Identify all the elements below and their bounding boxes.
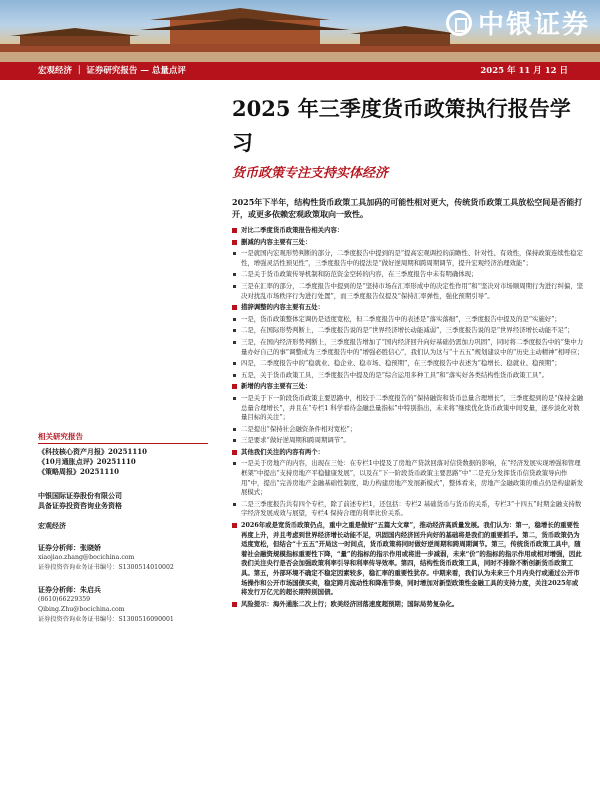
bullet-item: 二是，在国际形势判断上，二季度报告说的是“世界经济增长动能减弱”，三季度报告说的是“世界经济增长动能不足”； xyxy=(232,326,584,336)
related-report-item[interactable]: 《策略周报》20251110 xyxy=(38,467,119,476)
brand-logo xyxy=(446,4,590,41)
related-report-item[interactable]: 《10月通胀点评》20251110 xyxy=(38,457,136,466)
bullet-item: 一是就国内宏观形势判断的部分，二季度报告中提到的是“提高宏观调控的前瞻性、针对性、有效性，保持政策连续性稳定性，增强灵活性预见性”，三季度报告中的提法是“做好逆周期和跨周期调节，提升宏观经济治理效能”； xyxy=(232,249,584,268)
bullet-item: 五是，关于货币政策工具，三季度报告中提及的是“综合运用多种工具”和“落实好各类结构性货币政策工具”。 xyxy=(232,371,584,381)
bullet-item: 三是，在国内经济形势判断上，三季度报告增加了“国内经济回升向好基础仍需加力巩固”，同时将二季度报告中的“集中力量办好自己的事”调整成为三季度报告中的“增强必胜信心”，我们认为这与“十五五”规划建议中的“历史主动精神”相呼应； xyxy=(232,338,584,357)
report-subtitle: 货币政策专注支持实体经济 xyxy=(232,166,389,181)
bullet-item: 一是，货币政策整体定调仍是适度宽松，但二季度报告中的表述是“落实落细”，三季度报告中提及的是“实施好”； xyxy=(232,315,584,325)
sidebar xyxy=(38,432,208,625)
bullet-item: 三是在汇率的部分，二季度报告中提到的是“坚持市场在汇率形成中的决定性作用”和“坚决对市场顺周期行为进行纠偏，坚决对扰乱市场秩序行为进行处置”，而三季度报告仅提及“保持汇率弹性，强化预期引导”。 xyxy=(232,282,584,301)
bullet-item: 二是提出“保持社会融资条件相对宽松”； xyxy=(232,425,584,435)
category-bar xyxy=(0,62,600,80)
analyst-phone: (8610)66229359 xyxy=(38,596,91,603)
analyst-email[interactable]: xiaojiao.zhang@bocichina.com xyxy=(38,554,135,561)
analyst-name: 证券分析师：朱启兵 xyxy=(38,585,101,594)
report-category: 宏观经济 ｜ 证券研究报告 — 总量点评 xyxy=(38,66,186,76)
section-heading: 删减的内容主要有三处： xyxy=(232,238,584,248)
brand-logo-text: 中银证券 xyxy=(477,10,590,40)
report-title: 2025 年三季度货币政策执行报告学习 xyxy=(232,96,571,155)
report-date: 2025 年 11 月 12 日 xyxy=(480,66,568,76)
related-report-item[interactable]: 《科技核心资产月报》20251110 xyxy=(38,447,147,456)
analyst-email[interactable]: Qibing.Zhu@bocichina.com xyxy=(38,606,125,613)
report-intro: 2025年下半年，结构性货币政策工具加码的可能性相对更大，传统货币政策工具放松空间是否能打开，或更多依赖宏观政策取向一致性。 xyxy=(232,197,583,219)
header-banner-image xyxy=(0,0,600,62)
section-heading: 措辞调整的内容主要有五处： xyxy=(232,303,584,313)
department: 宏观经济 xyxy=(38,521,66,530)
bullet-item: 四是，二季度报告中的“稳就业、稳企业、稳市场、稳预期”，在三季度报告中表述为“稳增长、稳就业、稳预期”； xyxy=(232,359,584,369)
bullet-item: 二是关于货币政策传导机制和防范资金空转的内容，在三季度报告中未有明确体现； xyxy=(232,270,584,280)
analyst-name: 证券分析师：张晓娇 xyxy=(38,543,101,552)
bullet-item: 一是关于房地产的内容，出现在三处：在专栏1中提及了房地产贷款回落对信贷数据的影响，在“经济发展实现增强和管理框架”中提出“支持房地产平稳健康发展”，以及在“下一阶段货币政策主要思路”中“二是充分发挥货币信贷政策导向作用”中，提出“完善房地产金融基础性制度，助力构建房地产发展新模式”，整体看来，房地产金融政策的重点仍是构建新发展模式； xyxy=(232,459,584,497)
company-name: 中银国际证券股份有限公司 xyxy=(38,491,122,500)
section-heading: 风险提示：海外通胀二次上行；欧美经济回落速度超预期；国际局势复杂化。 xyxy=(232,600,584,610)
bullet-item: 一是关于下一阶段货币政策主要思路中，相较于二季度报告的“保持融资和货币总量合理增长”，三季度提到的是“保持金融总量合理增长”，并且在“专栏1 科学看待金融总量指标”中特别指出，未来将“继续优化货币政策中间变量，逐步淡化对数量目标的关注”； xyxy=(232,394,584,423)
bullet-item: 三是要求“做好逆周期和跨周期调节”。 xyxy=(232,436,584,446)
related-reports-heading: 相关研究报告 xyxy=(38,432,208,444)
bullet-item: 二是三季度报告共有四个专栏，除了前述专栏1，还包括：专栏2 基础货币与货币的关系，专栏3“十四五”时期金融支持数字经济发展成效与展望，专栏4 保持合理的利率比价关系。 xyxy=(232,500,584,519)
section-heading: 对比二季度货币政策报告相关内容： xyxy=(232,226,584,236)
qualification: 具备证券投资咨询业务资格 xyxy=(38,501,122,510)
section-heading: 其他我们关注的内容有两个： xyxy=(232,448,584,458)
section-heading: 新增的内容主要有三处： xyxy=(232,382,584,392)
report-body xyxy=(232,226,584,611)
section-heading: 2026年或是宽货币政策仍点，重中之重是做好“五篇大文章”，推动经济高质量发展。我们认为：第一，稳增长的重要性再度上升，并且考虑到世界经济增长动能不足，巩固国内经济回升向好的基础将是我们的重要抓手。第二，货币政策仍为适度宽松，但结合“十五五”开局这一时间点，货币政策将同时做好逆周期和跨周期调节。第三，传统货币政策工具中，随着社会融资规模指标重要性下降，“量”的指标的指示作用或将进一步减弱，未来“价”的指标的指示作用或相对增强，因此我们关注央行是否会加强政策利率引导和利率传导效率。第四，结构性货币政策工具，同时不排除不断创新货币政策工具。第五，外部环境不确定不稳定因素较多，稳汇率的重要性犹存。中期来看，我们认为未来三个月内央行或通过公开市场操作和公开市场国债买卖，稳定跨月流动性和降准节奏，同时增加对新型政策性金融工具的支持力度，关注2025年或将发行万亿元的超长期特别国债。 xyxy=(232,521,584,598)
analyst-cert: 证券投资咨询业务证书编号：S1300514010002 xyxy=(38,564,174,571)
bank-emblem-icon xyxy=(446,10,472,36)
analyst-cert: 证券投资咨询业务证书编号：S1300516090001 xyxy=(38,616,174,623)
